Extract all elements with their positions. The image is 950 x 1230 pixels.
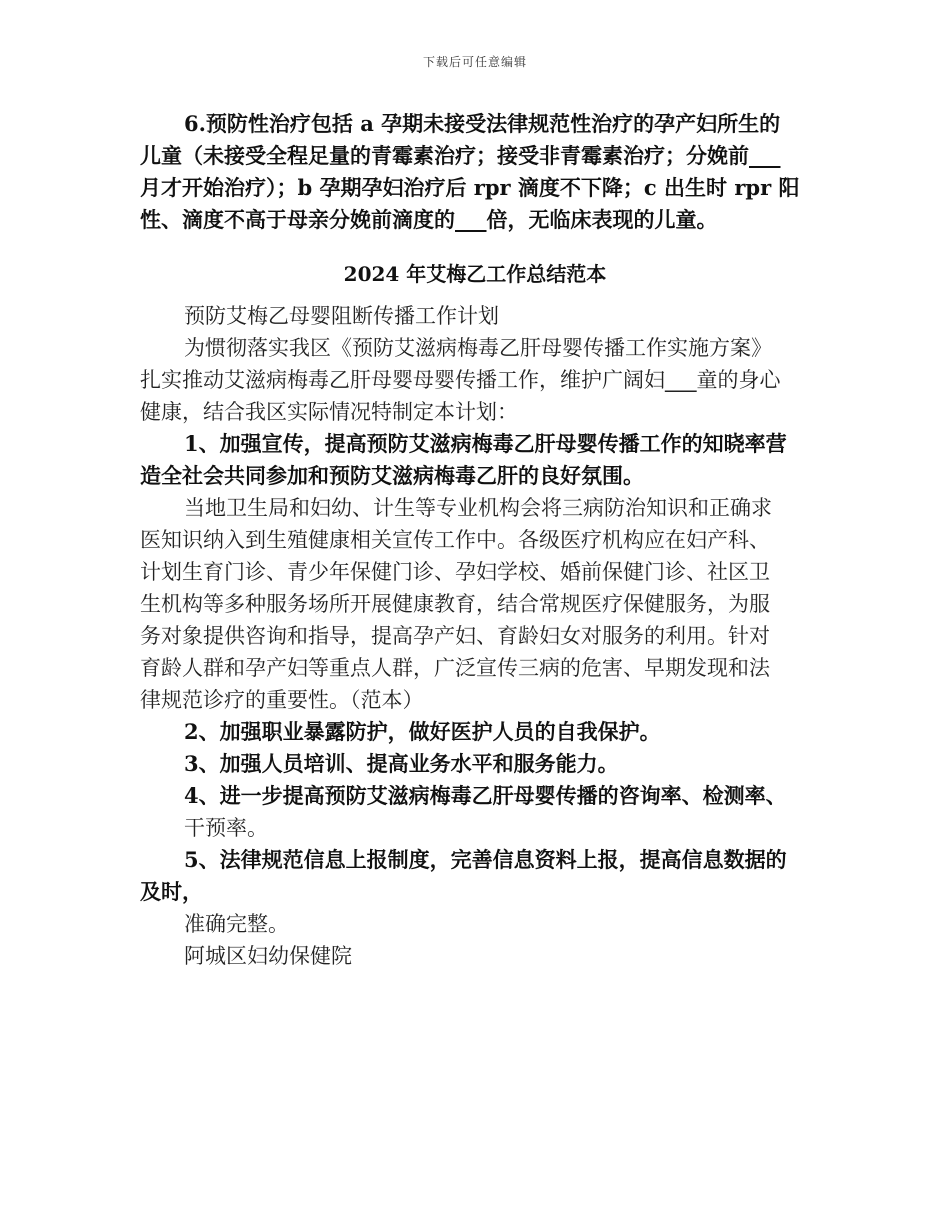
page-header-note: 下载后可任意编辑 [422,55,527,69]
text-line: 务对象提供咨询和指导，提高孕产妇、育龄妇女对服务的利用。针对 [140,624,770,648]
text-line: 健康，结合我区实际情况特制定本计划： [140,400,518,424]
point-1-body [140,492,810,716]
text-line: 扎实推动艾滋病梅毒乙肝母婴母婴传播工作，维护广阔妇___童的身心 [140,368,781,392]
text-line: 造全社会共同参加和预防艾滋病梅毒乙肝的良好氛围。 [140,463,644,488]
point-1-heading [140,428,810,492]
text-line: 性、滴度不高于母亲分娩前滴度的___倍，无临床表现的儿童。 [140,207,718,232]
text-line: 月才开始治疗）；b 孕期孕妇治疗后 rpr 滴度不下降；c 出生时 rpr 阳 [140,175,800,200]
item-6-paragraph [140,108,810,236]
document-title: 2024 年艾梅乙工作总结范本 [343,262,607,286]
text-line: 5、法律规范信息上报制度，完善信息资料上报，提高信息数据的 [184,847,787,872]
text-line: 1、加强宣传，提高预防艾滋病梅毒乙肝母婴传播工作的知晓率营 [184,431,787,456]
text-line: 当地卫生局和妇幼、计生等专业机构会将三病防治知识和正确求 [184,496,772,520]
point-5-continuation: 准确完整。 [184,912,289,936]
text-line: 6.预防性治疗包括 a 孕期未接受法律规范性治疗的孕产妇所生的 [184,111,781,136]
point-4-heading: 4、进一步提高预防艾滋病梅毒乙肝母婴传播的咨询率、检测率、 [184,783,787,808]
document-body [140,108,810,972]
point-5-heading [140,844,810,908]
point-2-heading: 2、加强职业暴露防护，做好医护人员的自我保护。 [184,719,661,744]
text-line: 计划生育门诊、青少年保健门诊、孕妇学校、婚前保健门诊、社区卫 [140,560,770,584]
point-4-continuation: 干预率。 [184,816,268,840]
text-line: 及时， [140,879,203,904]
text-line: 生机构等多种服务场所开展健康教育，结合常规医疗保健服务，为服 [140,592,770,616]
point-3-heading: 3、加强人员培训、提高业务水平和服务能力。 [184,751,619,776]
intro-paragraph [140,332,810,428]
signature-organization: 阿城区妇幼保健院 [184,944,352,968]
plan-subtitle: 预防艾梅乙母婴阻断传播工作计划 [184,304,499,328]
text-line: 律规范诊疗的重要性。（范本） [140,688,424,712]
text-line: 为惯彻落实我区《预防艾滋病梅毒乙肝母婴传播工作实施方案》 [184,336,772,360]
text-line: 育龄人群和孕产妇等重点人群，广泛宣传三病的危害、早期发现和法 [140,656,770,680]
text-line: 儿童（未接受全程足量的青霉素治疗；接受非青霉素治疗；分娩前___ [140,143,781,168]
text-line: 医知识纳入到生殖健康相关宣传工作中。各级医疗机构应在妇产科、 [140,528,770,552]
